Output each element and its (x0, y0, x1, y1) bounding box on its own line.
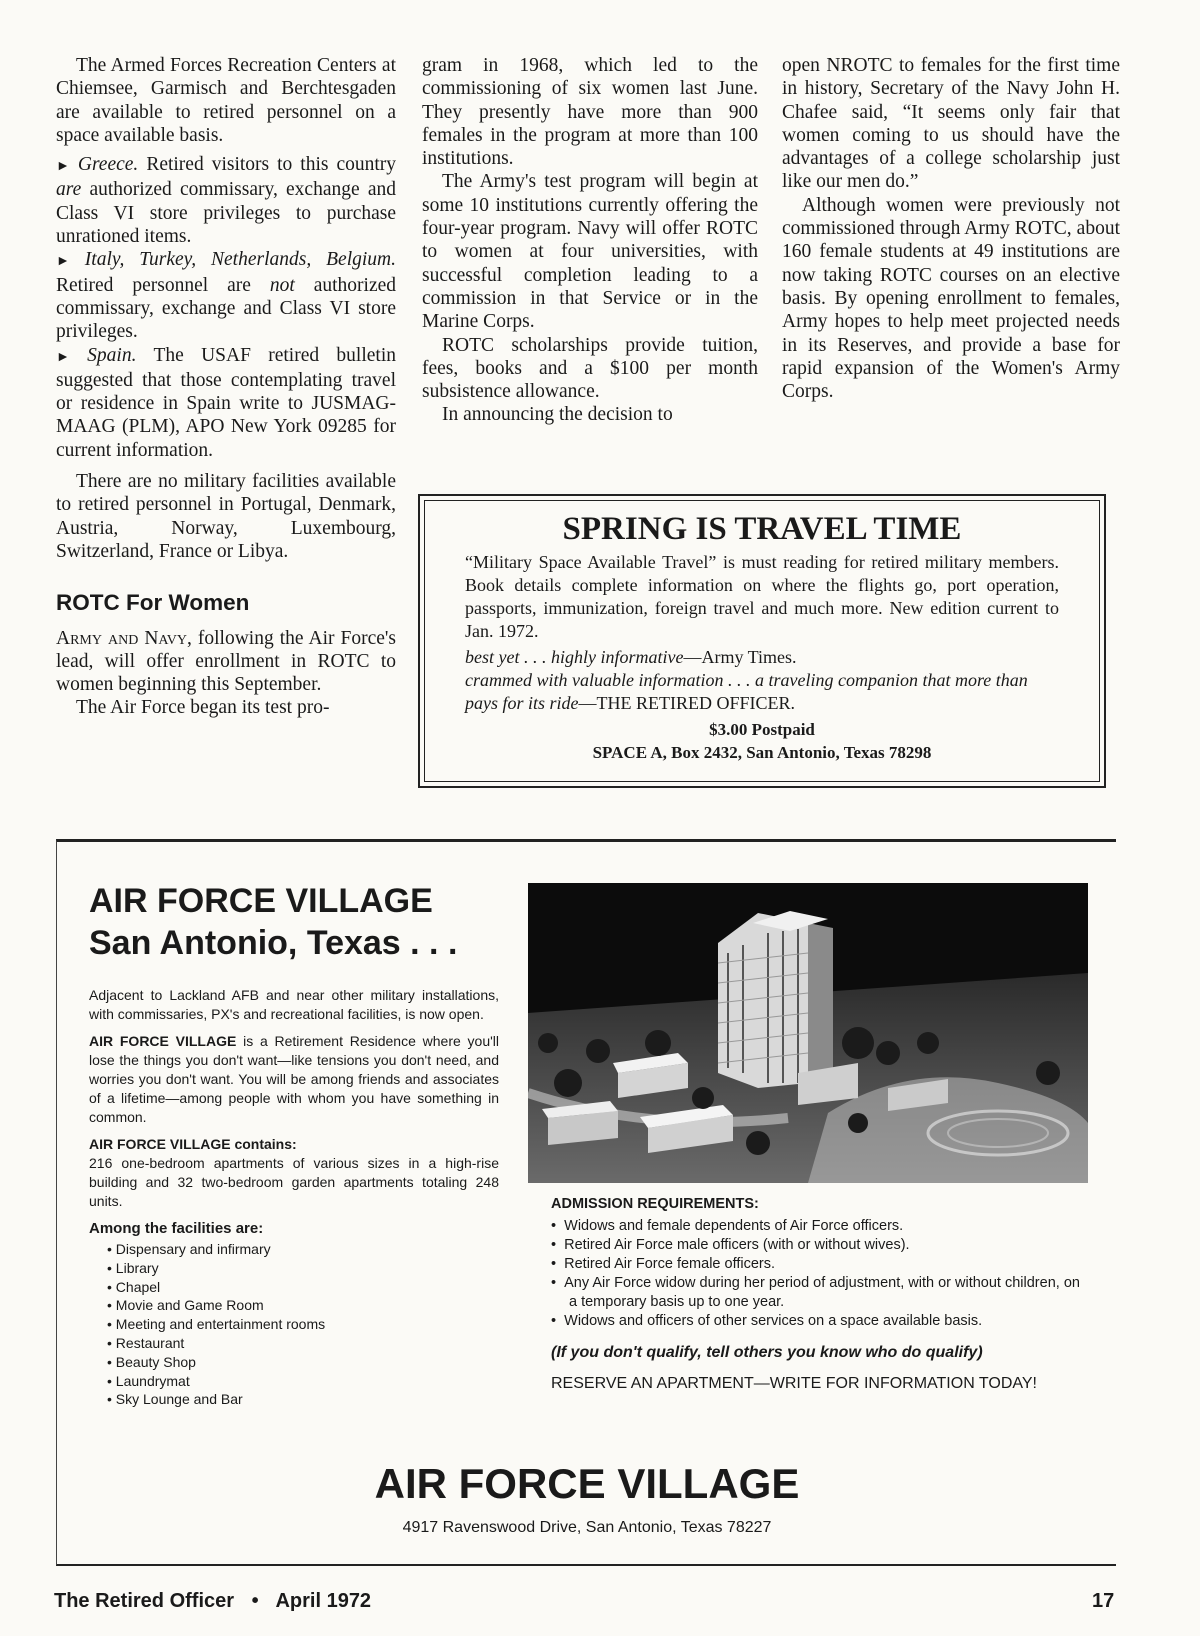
col3-paragraph-1: open NROTC to females for the first time in history, Secretary of the Navy John H. Chafee said, “It seems only fair that women coming to us should have the advantages of a college scholarship just like our men do.” (782, 55, 1120, 193)
publication-name: The Retired Officer (54, 1590, 235, 1612)
ad-bottom-title: AIR FORCE VILLAGE (374, 1460, 800, 1507)
recreation-centers-paragraph: The Armed Forces Recreation Centers at Chiemsee, Garmisch and Berchtesgaden are available to retired personnel on a space available basis. (56, 55, 396, 146)
pointer-arrow-icon: ► (56, 254, 70, 270)
ad-facilities-heading: Among the facilities are: (89, 1220, 264, 1237)
ad-right-column (551, 1195, 1081, 1394)
ad-intro: Adjacent to Lackland AFB and near other military installations, with commissaries, PX's and recreational facilities, is now open. (89, 987, 499, 1022)
col2-paragraph-3: ROTC scholarships provide tuition, fees, books and a $100 per month subsistence allowance. (422, 334, 758, 403)
ad-contains-text: 216 one-bedroom apartments of various sizes in a high-rise building and 32 two-bedroom garden apartments totaling 248 units. (89, 1155, 499, 1209)
building-model-photo (528, 883, 1088, 1183)
travel-ad-quote-2: crammed with valuable information . . . a traveling companion that more than pays for its ride—THE RETIRED OFFICER. (465, 670, 1028, 713)
list-item: • Retired Air Force female officers. (551, 1256, 776, 1272)
reserve-call-to-action: RESERVE AN APARTMENT—WRITE FOR INFORMATION TODAY! (551, 1375, 1037, 1392)
issue-date: April 1972 (275, 1590, 372, 1612)
ad-title (89, 880, 499, 964)
column-2 (422, 54, 758, 427)
page-number: 17 (1092, 1590, 1115, 1612)
travel-ad-inner-border (424, 500, 1100, 782)
list-item: • Meeting and entertainment rooms (107, 1316, 326, 1333)
column-3 (782, 54, 1120, 403)
column-1 (56, 54, 396, 720)
travel-ad-price: $3.00 Postpaid (709, 720, 815, 739)
list-item: • Retired Air Force male officers (with or without wives). (551, 1237, 910, 1253)
rotc-heading: ROTC For Women (56, 590, 250, 616)
admission-list (551, 1217, 1081, 1331)
spain-paragraph: ► Spain. The USAF retired bulletin suggested that those contemplating travel or residence in Spain write to JUSMAG-MAAG (PLM), APO New York 09285 for current information. (56, 344, 396, 461)
list-item: • Restaurant (107, 1334, 185, 1351)
travel-ad-quote-1: best yet . . . highly informative—Army Times. (465, 647, 797, 667)
page-footer (54, 1590, 371, 1613)
list-item: • Any Air Force widow during her period of adjustment, with or without children, on a temporary basis up to one year. (551, 1275, 1080, 1310)
greece-paragraph: ► Greece. Retired visitors to this country are authorized commissary, exchange and Class VI store privileges to purchase unrationed items. (56, 154, 397, 248)
qualify-note: (If you don't qualify, tell others you know who do qualify) (551, 1344, 983, 1361)
building-model-illustration (528, 883, 1088, 1183)
travel-ad-address: SPACE A, Box 2432, San Antonio, Texas 78298 (592, 743, 932, 762)
travel-ad-body: “Military Space Available Travel” is must reading for retired military members. Book details complete information on where the flights go, port operation, passports, immunization, foreign travel and much more. New edition current to Jan. 1972. (465, 552, 1059, 641)
rotc-paragraph-1: Army and Navy, following the Air Force's lead, will offer enrollment in ROTC to women beginning this September. (56, 627, 397, 696)
travel-ad-box (418, 494, 1106, 788)
list-item: • Movie and Game Room (107, 1297, 264, 1314)
list-item: • Beauty Shop (107, 1353, 196, 1370)
list-item: • Laundrymat (107, 1372, 190, 1389)
travel-ad-title: SPRING IS TRAVEL TIME (562, 511, 962, 547)
col3-paragraph-2: Although women were previously not commissioned through Army ROTC, about 160 female students at 49 institutions are now taking ROTC courses on an elective basis. By opening enrollment to females, Army hopes to help meet projected needs in its Reserves, and provide a base for rapid expansion of the Women's Army Corps. (782, 194, 1120, 403)
air-force-village-ad (56, 839, 1116, 1566)
list-item: • Dispensary and infirmary (107, 1241, 271, 1257)
no-facilities-paragraph: There are no military facilities available to retired personnel in Portugal, Denmark, Austria, Norway, Luxembourg, Switzerland, France or Libya. (56, 471, 396, 562)
pointer-arrow-icon: ► (56, 349, 70, 365)
col2-paragraph-1: gram in 1968, which led to the commissioning of six women last June. They presently have more than 900 females in the program at more than 100 institutions. (422, 55, 758, 170)
footer-separator: • (251, 1590, 259, 1612)
admission-heading: ADMISSION REQUIREMENTS: (551, 1196, 759, 1212)
rotc-paragraph-2: The Air Force began its test pro- (76, 697, 330, 719)
pointer-arrow-icon: ► (56, 159, 70, 175)
list-item: • Sky Lounge and Bar (107, 1391, 243, 1408)
list-item: • Widows and female dependents of Air Force officers. (551, 1218, 904, 1234)
list-item: • Library (107, 1259, 159, 1276)
ad-bottom-address: 4917 Ravenswood Drive, San Antonio, Texas 78227 (402, 1519, 772, 1536)
italy-paragraph: ► Italy, Turkey, Netherlands, Belgium. Retired personnel are not authorized commissary, exchange and Class VI store privileges. (56, 249, 397, 343)
list-item: • Chapel (107, 1278, 161, 1295)
ad-contains-heading: AIR FORCE VILLAGE contains: (89, 1136, 297, 1152)
ad-title-line-2: San Antonio, Texas . . . (89, 924, 458, 962)
ad-description: AIR FORCE VILLAGE is a Retirement Residence where you'll lose the things you don't want—like tensions you don't need, and worries you don't want. You will be among friends and associates of a lifetime—among people with whom you have something in common. (89, 1033, 500, 1125)
col2-paragraph-4: In announcing the decision to (442, 404, 673, 426)
ad-title-line-1: AIR FORCE VILLAGE (89, 882, 433, 920)
ad-left-column (89, 880, 499, 1409)
list-item: • Widows and officers of other services on a space available basis. (551, 1313, 983, 1329)
col2-paragraph-2: The Army's test program will begin at some 10 institutions currently offering the four-year program. Navy will offer ROTC to women at four universities, with successful completion leading to a commission in that Service or in the Marine Corps. (422, 171, 758, 333)
facilities-list (89, 1240, 499, 1409)
